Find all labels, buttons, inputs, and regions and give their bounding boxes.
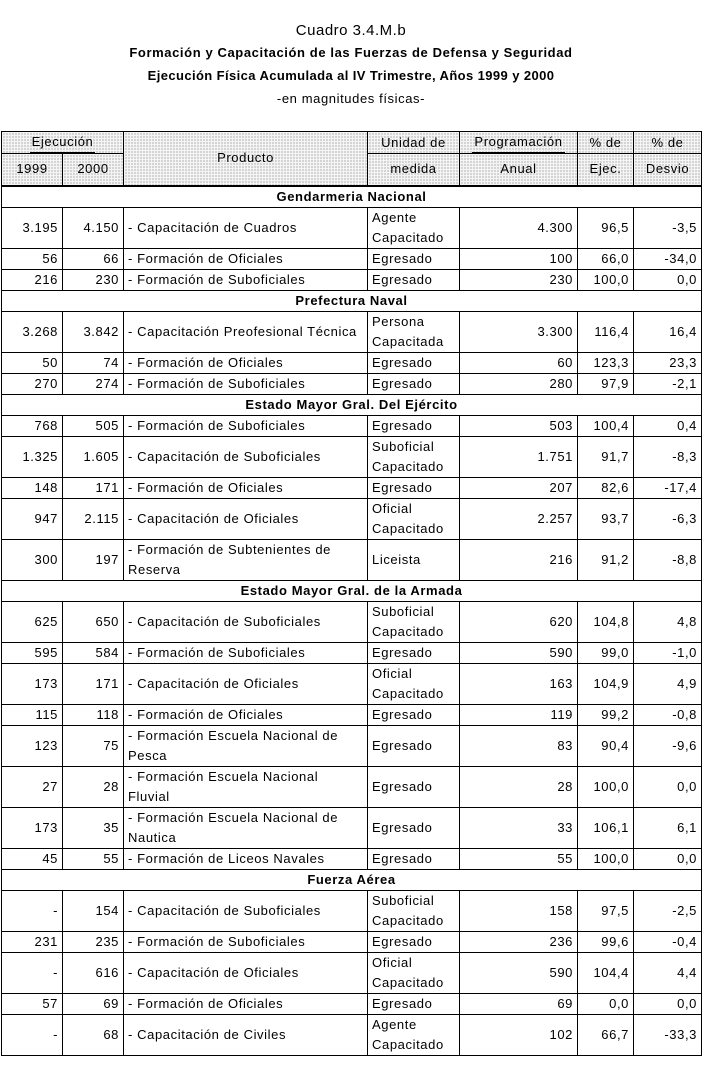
cell-desvio-pct: 6,1	[634, 807, 702, 848]
table-row	[2, 601, 702, 642]
cell-producto: - Formación de Oficiales	[124, 248, 368, 269]
cell-ejec-pct: 106,1	[578, 807, 634, 848]
cell-producto: - Capacitación de Civiles	[124, 1014, 368, 1055]
cell-2000: 274	[63, 373, 124, 394]
cell-unidad: Egresado	[368, 642, 460, 663]
cell-1999: 1.325	[2, 436, 63, 477]
cell-ejec-pct: 99,6	[578, 931, 634, 952]
cell-ejec-pct: 104,8	[578, 601, 634, 642]
table-body	[2, 186, 702, 1056]
cell-producto: - Formación Escuela Nacional de Pesca	[124, 725, 368, 766]
cell-2000: 616	[63, 952, 124, 993]
cell-1999: 625	[2, 601, 63, 642]
cell-ejec-pct: 104,4	[578, 952, 634, 993]
section-row	[2, 186, 702, 208]
cell-unidad: Egresado	[368, 415, 460, 436]
cell-unidad: Agente Capacitado	[368, 1014, 460, 1055]
cell-1999: 45	[2, 848, 63, 869]
cell-producto: - Capacitación de Oficiales	[124, 952, 368, 993]
table-row	[2, 931, 702, 952]
header-ejec-pct: % de	[578, 132, 634, 154]
header-ejecucion: Ejecución	[2, 132, 124, 154]
cell-2000: 171	[63, 663, 124, 704]
cell-2000: 2.115	[63, 498, 124, 539]
cell-desvio-pct: -33,3	[634, 1014, 702, 1055]
cell-ejec-pct: 0,0	[578, 993, 634, 1014]
table-row	[2, 766, 702, 807]
table-row	[2, 725, 702, 766]
cell-unidad: Suboficial Capacitado	[368, 601, 460, 642]
cell-unidad: Egresado	[368, 766, 460, 807]
cell-programacion: 163	[460, 663, 578, 704]
cell-1999: 768	[2, 415, 63, 436]
table-header	[2, 132, 702, 186]
cell-1999: 57	[2, 993, 63, 1014]
cell-producto: - Formación de Oficiales	[124, 993, 368, 1014]
cell-producto: - Formación Escuela Nacional de Nautica	[124, 807, 368, 848]
table-number: Cuadro 3.4.M.b	[295, 22, 407, 39]
cell-1999: 947	[2, 498, 63, 539]
cell-ejec-pct: 99,2	[578, 704, 634, 725]
cell-ejec-pct: 66,0	[578, 248, 634, 269]
header-programacion: Programación	[460, 132, 578, 154]
cell-producto: - Formación de Subtenientes de Reserva	[124, 539, 368, 580]
cell-unidad: Liceista	[368, 539, 460, 580]
cell-producto: - Capacitación Preofesional Técnica	[124, 311, 368, 352]
table-row	[2, 352, 702, 373]
cell-desvio-pct: 4,4	[634, 952, 702, 993]
cell-ejec-pct: 97,9	[578, 373, 634, 394]
table-row	[2, 952, 702, 993]
cell-ejec-pct: 100,0	[578, 269, 634, 290]
cell-producto: - Formación Escuela Nacional Fluvial	[124, 766, 368, 807]
header-year-1999: 1999	[2, 154, 63, 186]
cell-ejec-pct: 100,4	[578, 415, 634, 436]
cell-desvio-pct: 4,8	[634, 601, 702, 642]
cell-programacion: 83	[460, 725, 578, 766]
cell-ejec-pct: 100,0	[578, 766, 634, 807]
table-row	[2, 269, 702, 290]
cell-ejec-pct: 97,5	[578, 890, 634, 931]
cell-desvio-pct: -8,3	[634, 436, 702, 477]
cell-producto: - Formación de Oficiales	[124, 352, 368, 373]
cell-producto: - Capacitación de Suboficiales	[124, 890, 368, 931]
cell-desvio-pct: -6,3	[634, 498, 702, 539]
cell-1999: -	[2, 952, 63, 993]
cell-programacion: 236	[460, 931, 578, 952]
cell-1999: 50	[2, 352, 63, 373]
cell-2000: 3.842	[63, 311, 124, 352]
cell-unidad: Egresado	[368, 477, 460, 498]
cell-programacion: 280	[460, 373, 578, 394]
cell-unidad: Oficial Capacitado	[368, 952, 460, 993]
table-row	[2, 539, 702, 580]
cell-2000: 171	[63, 477, 124, 498]
cell-2000: 1.605	[63, 436, 124, 477]
section-title: Gendarmeria Nacional	[2, 186, 702, 208]
cell-1999: 595	[2, 642, 63, 663]
execution-table	[1, 131, 702, 1056]
table-row	[2, 890, 702, 931]
section-title: Estado Mayor Gral. Del Ejército	[2, 394, 702, 415]
header-desvio-pct: % de	[634, 132, 702, 154]
cell-ejec-pct: 104,9	[578, 663, 634, 704]
cell-1999: 56	[2, 248, 63, 269]
cell-programacion: 230	[460, 269, 578, 290]
cell-programacion: 590	[460, 642, 578, 663]
header-year-2000: 2000	[63, 154, 124, 186]
table-row	[2, 1014, 702, 1055]
table-row	[2, 436, 702, 477]
cell-programacion: 620	[460, 601, 578, 642]
cell-1999: 270	[2, 373, 63, 394]
header-unidad: Unidad de	[368, 132, 460, 154]
cell-programacion: 69	[460, 993, 578, 1014]
cell-1999: 216	[2, 269, 63, 290]
section-title: Fuerza Aérea	[2, 869, 702, 890]
section-row	[2, 394, 702, 415]
cell-desvio-pct: -2,5	[634, 890, 702, 931]
cell-ejec-pct: 123,3	[578, 352, 634, 373]
cell-unidad: Egresado	[368, 931, 460, 952]
cell-1999: 115	[2, 704, 63, 725]
cell-ejec-pct: 99,0	[578, 642, 634, 663]
table-row	[2, 704, 702, 725]
cell-2000: 118	[63, 704, 124, 725]
header-unidad-medida: medida	[368, 154, 460, 186]
cell-2000: 69	[63, 993, 124, 1014]
cell-producto: - Capacitación de Suboficiales	[124, 436, 368, 477]
cell-programacion: 4.300	[460, 207, 578, 248]
cell-desvio-pct: 16,4	[634, 311, 702, 352]
cell-unidad: Egresado	[368, 725, 460, 766]
cell-2000: 650	[63, 601, 124, 642]
table-row	[2, 993, 702, 1014]
cell-2000: 68	[63, 1014, 124, 1055]
cell-programacion: 33	[460, 807, 578, 848]
cell-programacion: 503	[460, 415, 578, 436]
cell-producto: - Formación de Liceos Navales	[124, 848, 368, 869]
cell-2000: 4.150	[63, 207, 124, 248]
cell-1999: 173	[2, 663, 63, 704]
cell-unidad: Oficial Capacitado	[368, 498, 460, 539]
cell-2000: 584	[63, 642, 124, 663]
cell-desvio-pct: 0,0	[634, 993, 702, 1014]
cell-2000: 55	[63, 848, 124, 869]
cell-desvio-pct: 0,0	[634, 848, 702, 869]
section-row	[2, 580, 702, 601]
table-row	[2, 373, 702, 394]
cell-programacion: 28	[460, 766, 578, 807]
cell-1999: 300	[2, 539, 63, 580]
cell-1999: -	[2, 1014, 63, 1055]
cell-desvio-pct: 0,4	[634, 415, 702, 436]
section-row	[2, 869, 702, 890]
table-title: Formación y Capacitación de las Fuerzas de Defensa y Seguridad	[129, 45, 573, 60]
cell-ejec-pct: 91,7	[578, 436, 634, 477]
cell-desvio-pct: -0,8	[634, 704, 702, 725]
cell-producto: - Capacitación de Oficiales	[124, 663, 368, 704]
cell-1999: 173	[2, 807, 63, 848]
cell-programacion: 102	[460, 1014, 578, 1055]
cell-desvio-pct: -17,4	[634, 477, 702, 498]
header-ejec-label: Ejec.	[578, 154, 634, 186]
section-title: Prefectura Naval	[2, 290, 702, 311]
cell-2000: 75	[63, 725, 124, 766]
cell-producto: - Capacitación de Oficiales	[124, 498, 368, 539]
cell-unidad: Agente Capacitado	[368, 207, 460, 248]
header-desvio-label: Desvio	[634, 154, 702, 186]
cell-desvio-pct: 0,0	[634, 766, 702, 807]
cell-producto: - Formación de Suboficiales	[124, 642, 368, 663]
cell-programacion: 2.257	[460, 498, 578, 539]
cell-2000: 35	[63, 807, 124, 848]
table-row	[2, 848, 702, 869]
cell-desvio-pct: 23,3	[634, 352, 702, 373]
cell-1999: 3.268	[2, 311, 63, 352]
cell-unidad: Egresado	[368, 807, 460, 848]
cell-unidad: Oficial Capacitado	[368, 663, 460, 704]
cell-producto: - Formación de Oficiales	[124, 477, 368, 498]
cell-1999: 27	[2, 766, 63, 807]
table-row	[2, 498, 702, 539]
cell-unidad: Suboficial Capacitado	[368, 890, 460, 931]
table-row	[2, 248, 702, 269]
cell-producto: - Formación de Suboficiales	[124, 415, 368, 436]
cell-ejec-pct: 66,7	[578, 1014, 634, 1055]
cell-desvio-pct: -3,5	[634, 207, 702, 248]
table-row	[2, 807, 702, 848]
cell-producto: - Capacitación de Cuadros	[124, 207, 368, 248]
cell-programacion: 590	[460, 952, 578, 993]
cell-2000: 74	[63, 352, 124, 373]
cell-desvio-pct: -0,4	[634, 931, 702, 952]
header-producto: Producto	[124, 132, 368, 186]
table-row	[2, 642, 702, 663]
cell-unidad: Egresado	[368, 848, 460, 869]
cell-2000: 28	[63, 766, 124, 807]
cell-2000: 235	[63, 931, 124, 952]
cell-unidad: Suboficial Capacitado	[368, 436, 460, 477]
cell-2000: 154	[63, 890, 124, 931]
cell-programacion: 60	[460, 352, 578, 373]
cell-1999: 123	[2, 725, 63, 766]
cell-programacion: 216	[460, 539, 578, 580]
cell-2000: 197	[63, 539, 124, 580]
cell-unidad: Egresado	[368, 352, 460, 373]
table-row	[2, 207, 702, 248]
cell-desvio-pct: -8,8	[634, 539, 702, 580]
cell-2000: 230	[63, 269, 124, 290]
cell-1999: 3.195	[2, 207, 63, 248]
header-anual: Anual	[460, 154, 578, 186]
cell-unidad: Egresado	[368, 373, 460, 394]
cell-desvio-pct: -34,0	[634, 248, 702, 269]
cell-ejec-pct: 90,4	[578, 725, 634, 766]
cell-1999: 148	[2, 477, 63, 498]
cell-unidad: Egresado	[368, 269, 460, 290]
section-row	[2, 290, 702, 311]
cell-unidad: Egresado	[368, 993, 460, 1014]
cell-1999: 231	[2, 931, 63, 952]
cell-producto: - Formación de Suboficiales	[124, 373, 368, 394]
cell-desvio-pct: 0,0	[634, 269, 702, 290]
cell-producto: - Formación de Oficiales	[124, 704, 368, 725]
table-row	[2, 311, 702, 352]
cell-producto: - Capacitación de Suboficiales	[124, 601, 368, 642]
cell-desvio-pct: -1,0	[634, 642, 702, 663]
cell-ejec-pct: 91,2	[578, 539, 634, 580]
cell-unidad: Persona Capacitada	[368, 311, 460, 352]
cell-1999: -	[2, 890, 63, 931]
cell-programacion: 158	[460, 890, 578, 931]
table-row	[2, 477, 702, 498]
cell-ejec-pct: 93,7	[578, 498, 634, 539]
cell-unidad: Egresado	[368, 248, 460, 269]
cell-producto: - Formación de Suboficiales	[124, 931, 368, 952]
cell-programacion: 207	[460, 477, 578, 498]
cell-unidad: Egresado	[368, 704, 460, 725]
table-subtitle: Ejecución Física Acumulada al IV Trimestre, Años 1999 y 2000	[147, 68, 555, 83]
cell-ejec-pct: 116,4	[578, 311, 634, 352]
cell-desvio-pct: 4,9	[634, 663, 702, 704]
table-row	[2, 415, 702, 436]
cell-programacion: 119	[460, 704, 578, 725]
cell-ejec-pct: 82,6	[578, 477, 634, 498]
table-units-note: -en magnitudes físicas-	[276, 91, 426, 106]
cell-programacion: 100	[460, 248, 578, 269]
cell-programacion: 1.751	[460, 436, 578, 477]
table-row	[2, 663, 702, 704]
cell-2000: 66	[63, 248, 124, 269]
cell-programacion: 55	[460, 848, 578, 869]
cell-desvio-pct: -2,1	[634, 373, 702, 394]
cell-desvio-pct: -9,6	[634, 725, 702, 766]
cell-producto: - Formación de Suboficiales	[124, 269, 368, 290]
cell-ejec-pct: 96,5	[578, 207, 634, 248]
cell-programacion: 3.300	[460, 311, 578, 352]
section-title: Estado Mayor Gral. de la Armada	[2, 580, 702, 601]
cell-ejec-pct: 100,0	[578, 848, 634, 869]
cell-2000: 505	[63, 415, 124, 436]
